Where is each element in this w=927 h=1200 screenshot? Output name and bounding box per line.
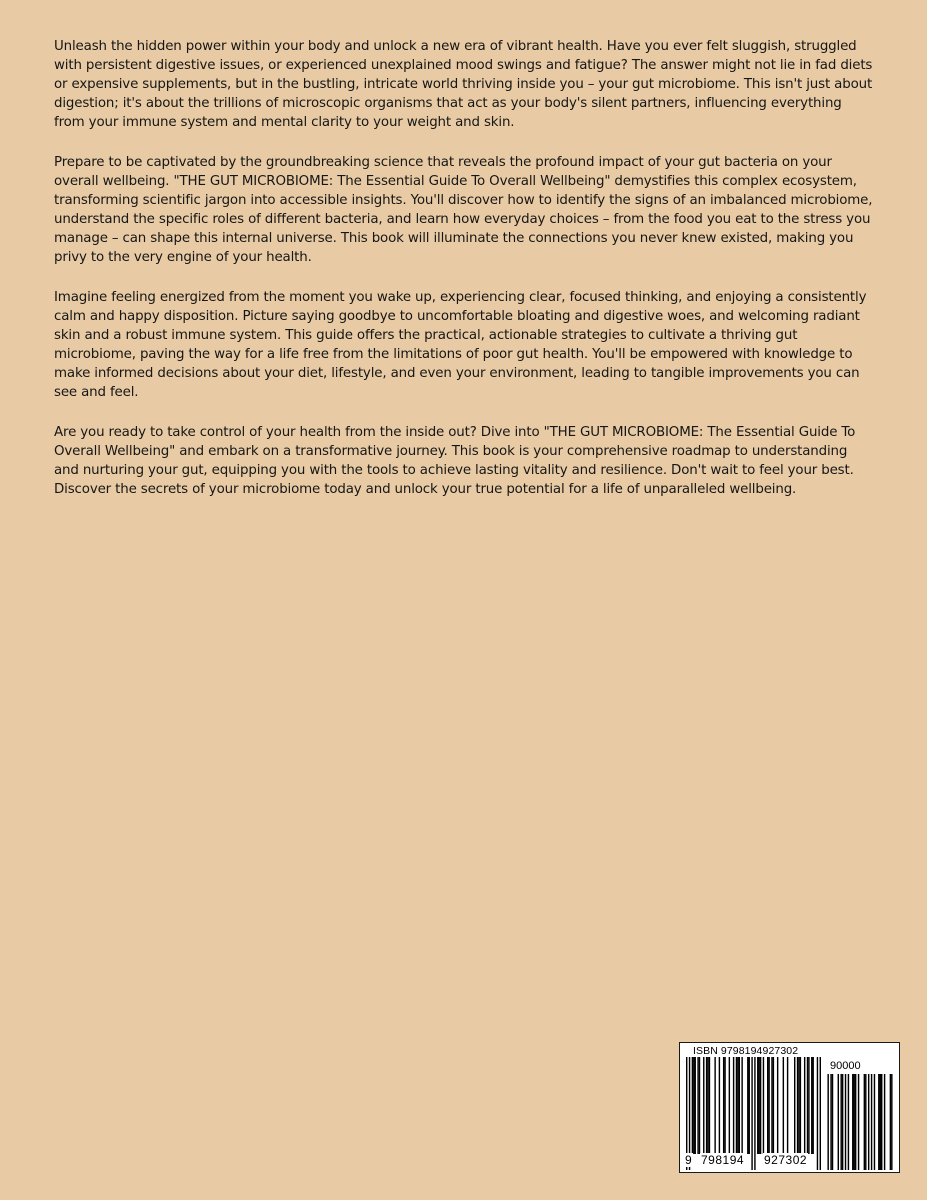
barcode-bar — [739, 1057, 740, 1154]
barcode-bar — [757, 1057, 758, 1154]
back-cover-blurb — [54, 37, 876, 520]
addon-bar — [827, 1074, 828, 1170]
addon-bar — [864, 1074, 865, 1170]
addon-bar — [848, 1074, 849, 1170]
addon-bar — [881, 1074, 882, 1170]
barcode-bar — [794, 1057, 795, 1154]
barcode-bar — [692, 1057, 693, 1154]
addon-bars — [826, 1074, 894, 1170]
barcode-bar — [749, 1057, 750, 1154]
barcode-bar — [741, 1057, 742, 1154]
barcode-bar — [760, 1057, 761, 1154]
addon-bar — [878, 1074, 879, 1170]
barcode-bar — [783, 1057, 784, 1154]
barcode-bar — [723, 1057, 724, 1154]
barcode-bar — [693, 1057, 694, 1154]
barcode-bar — [707, 1057, 708, 1154]
barcode-bar — [767, 1057, 768, 1154]
barcode-bar — [747, 1057, 748, 1154]
addon-bar — [871, 1074, 872, 1170]
addon-bar — [838, 1074, 839, 1170]
addon-bar — [858, 1074, 859, 1170]
barcode-digits — [686, 1153, 821, 1169]
addon-bar — [830, 1074, 831, 1170]
addon-bar — [891, 1074, 892, 1170]
barcode-bar — [787, 1057, 788, 1154]
barcode-bar — [807, 1057, 808, 1154]
addon-bar — [840, 1074, 841, 1170]
addon-bar — [865, 1074, 866, 1170]
barcode-bar — [724, 1057, 725, 1154]
barcode-bar — [719, 1057, 720, 1154]
barcode-bar — [777, 1057, 778, 1154]
addon-bar — [852, 1074, 853, 1170]
blurb-paragraph: Are you ready to take control of your health from the inside out? Dive into "THE GUT MICROBIOME: The Essential Guide To Overall Wellbeing" and embark on a transformative journey. This book is your comprehensive roadmap to understanding and nurturing your gut, equipping you with the tools to achieve lasting vitality and resilience. Don't wait to feel your best. Discover the secrets of your microbiome today and unlock your true potential for a life of unparalleled wellbeing. — [54, 425, 856, 497]
addon-bar — [853, 1074, 854, 1170]
barcode-digit-group: 927302 — [764, 1153, 808, 1167]
barcode-bar — [729, 1057, 730, 1154]
blurb-paragraph: Imagine feeling energized from the moment you wake up, experiencing clear, focused thinking, and enjoying a consistently calm and happy disposition. Picture saying goodbye to uncomfortable bloating and digestive woes, and welcoming radiant skin and a robust immune system. This guide offers the practical, actionable strategies to cultivate a thriving gut microbiome, paving the way for a life free from the limitations of poor gut health. You'll be empowered with knowledge to make informed decisions about your diet, lifestyle, and even your environment, leading to tangible improvements you can see and feel. — [54, 290, 867, 400]
barcode-bar — [697, 1057, 698, 1154]
barcode-bar — [699, 1057, 700, 1154]
barcode-bar — [797, 1057, 798, 1154]
barcode-bar — [709, 1057, 710, 1154]
blurb-paragraph: Unleash the hidden power within your body and unlock a new era of vibrant health. Have you ever felt sluggish, struggled with persistent digestive issues, or experienced unexplained mood swings and fatigue? The answer might not lie in fad diets or expensive supplements, but in the bustling, intricate world thriving inside you – your gut microbiome. This isn't just about digestion; it's about the trillions of microscopic organisms that act as your body's silent partners, influencing everything from your immune system and mental clarity to your weight and skin. — [54, 39, 873, 130]
barcode-bar — [706, 1057, 707, 1154]
barcode-bar — [808, 1057, 809, 1154]
isbn-label: ISBN 9798194927302 — [693, 1045, 799, 1057]
barcode-bar — [771, 1057, 772, 1154]
addon-bar — [884, 1074, 885, 1170]
barcode-bar — [695, 1057, 696, 1154]
barcode-bar — [736, 1057, 737, 1154]
barcode-bar — [798, 1057, 799, 1154]
barcode-digit-group: 9 — [685, 1153, 693, 1167]
barcode-bar — [758, 1057, 759, 1154]
barcode-bar — [737, 1057, 738, 1154]
addon-bar — [874, 1074, 875, 1170]
barcode-bar — [811, 1057, 812, 1154]
addon-bar — [855, 1074, 856, 1170]
addon-bar — [842, 1074, 843, 1170]
barcode-bar — [703, 1057, 704, 1154]
addon-bar — [890, 1074, 891, 1170]
barcode-digit-group: 798194 — [701, 1153, 745, 1167]
addon-bar — [880, 1074, 881, 1170]
barcode-bar — [733, 1057, 734, 1154]
barcode-bar — [768, 1057, 769, 1154]
barcode-bar — [800, 1057, 801, 1154]
price-code: 90000 — [830, 1060, 861, 1072]
blurb-paragraph: Prepare to be captivated by the groundbreaking science that reveals the profound impact of your gut bacteria on your overall wellbeing. "THE GUT MICROBIOME: The Essential Guide To Overall Wellbeing" demystifies this complex ecosystem, transforming scientific jargon into accessible insights. You'll discover how to identify the signs of an imbalanced microbiome, understand the specific roles of different bacteria, and learn how everyday choices – from the food you eat to the stress you manage – can shape this internal universe. This book will illuminate the connections you never knew existed, making you privy to the very engine of your health. — [54, 155, 873, 265]
addon-bar — [868, 1074, 869, 1170]
addon-bar — [832, 1074, 833, 1170]
barcode-bar — [773, 1057, 774, 1154]
isbn-barcode — [679, 1042, 900, 1173]
barcode-bar — [812, 1057, 813, 1154]
addon-bar — [845, 1074, 846, 1170]
barcode-bar — [763, 1057, 764, 1154]
barcode-bar — [804, 1057, 805, 1154]
barcode-bar — [714, 1057, 715, 1154]
